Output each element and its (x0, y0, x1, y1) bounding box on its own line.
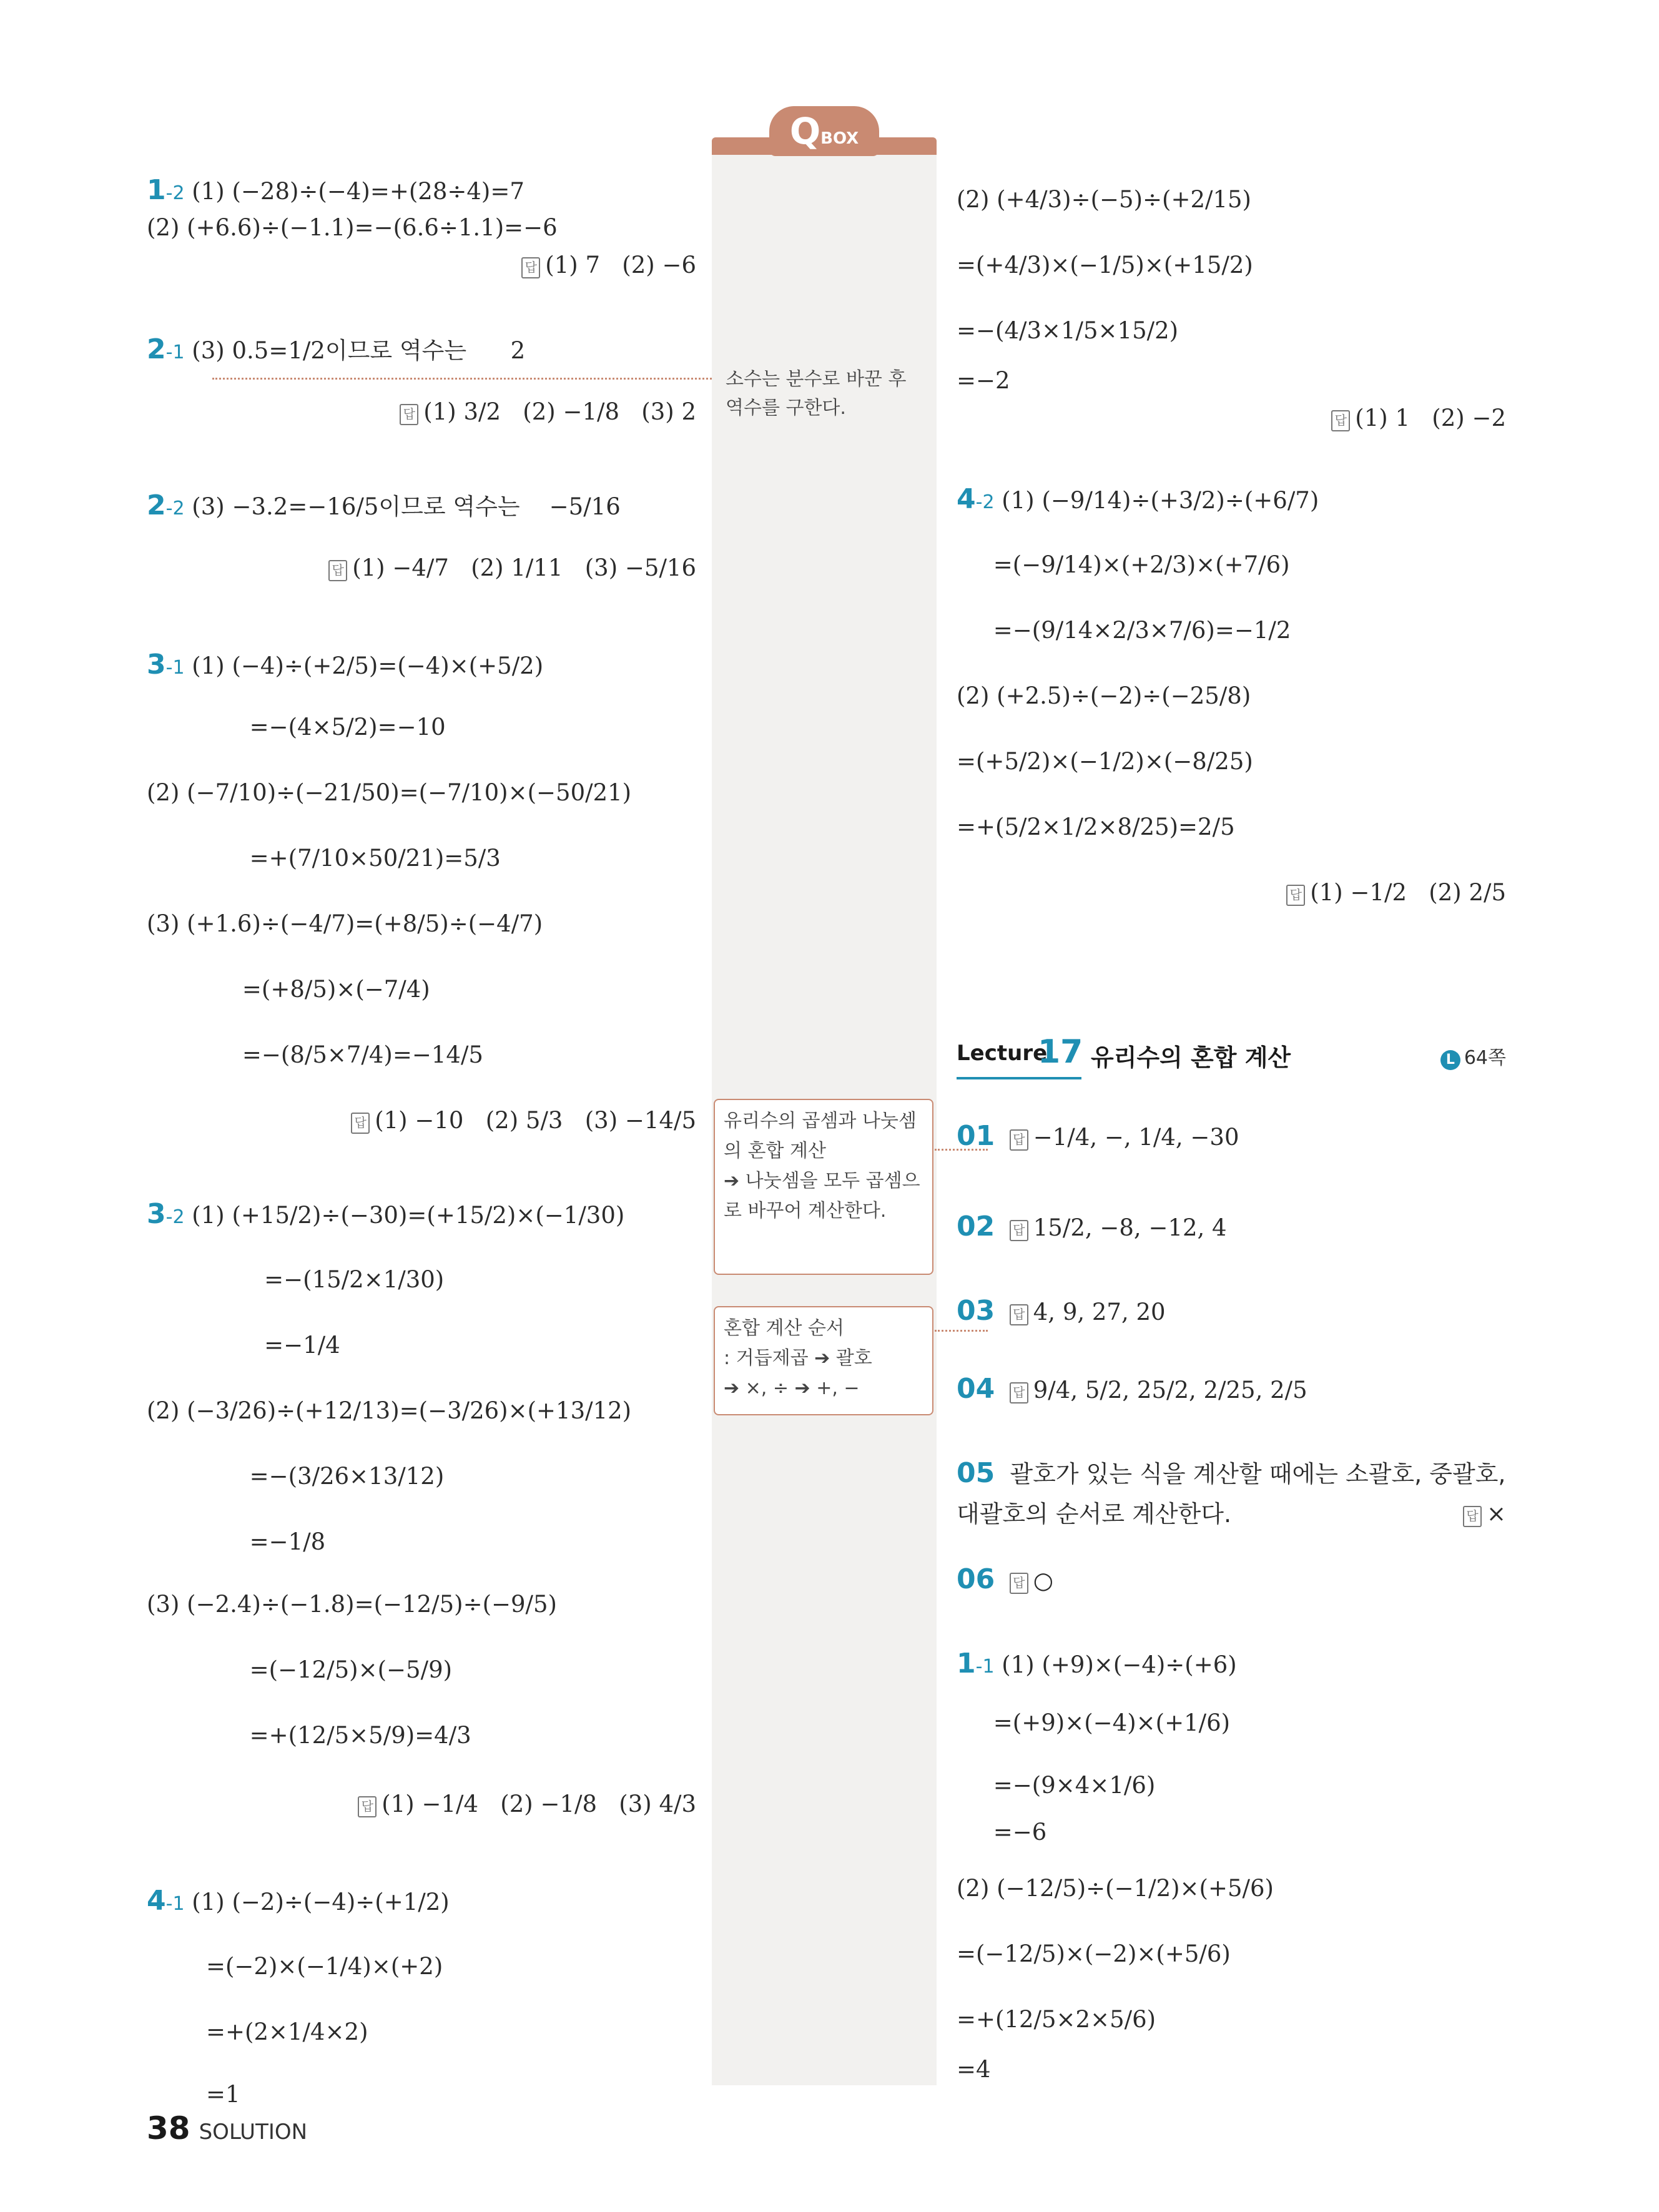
line-r9: =(+5/2)×(−1/2)×(−8/25) (957, 748, 1253, 775)
line-3-2e: =−(3/26×13/12) (147, 1463, 445, 1490)
note-decimal: 소수는 분수로 바꾼 후 역수를 구한다. (726, 368, 907, 419)
lecture-underline (957, 1077, 1081, 1079)
lecture-page-ref: L 64쪽 (1440, 1042, 1506, 1070)
line-2-2a: 2-2 (3) −3.2=−16/5이므로 역수는 −5/16 (147, 489, 621, 521)
answer-r2: 답 (1) 1 (2) −2 (1331, 400, 1506, 437)
question-06: 06 답 ○ (957, 1563, 1054, 1595)
note-leader-1 (212, 378, 712, 380)
qbox-box: BOX (820, 129, 859, 148)
note-mixed-calc-body: ➔ 나눗셈을 모두 곱셈으로 바꾸어 계산한다. (724, 1170, 920, 1222)
page-number: 38 (147, 2110, 190, 2146)
answer-2-1: 답 (1) 3/2 (2) −1/8 (3) 2 (400, 393, 696, 431)
lecture-label: Lecture (957, 1041, 1048, 1066)
line-1-2b: (2) (+6.6)÷(−1.1)=−(6.6÷1.1)=−6 (147, 214, 558, 241)
question-03: 03 답 4, 9, 27, 20 (957, 1295, 1166, 1327)
line-3-2b: =−(15/2×1/30) (147, 1266, 445, 1293)
lecture-ref-icon: L (1440, 1050, 1460, 1070)
line-3-1d: =+(7/10×50/21)=5/3 (147, 845, 501, 872)
line-3-1c: (2) (−7/10)÷(−21/50)=(−7/10)×(−50/21) (147, 779, 632, 806)
line-b1: 1-1 (1) (+9)×(−4)÷(+6) (957, 1648, 1237, 1679)
line-3-2f: =−1/8 (147, 1528, 326, 1555)
answer-3-2: 답 (1) −1/4 (2) −1/8 (3) 4/3 (358, 1786, 696, 1823)
line-r8: (2) (+2.5)÷(−2)÷(−25/8) (957, 682, 1251, 709)
line-4-1b: =(−2)×(−1/4)×(+2) (206, 1953, 443, 1980)
lecture-header (957, 1033, 1506, 1083)
note-mixed-calc-title: 유리수의 곱셈과 나눗셈의 혼합 계산 (724, 1110, 917, 1162)
lecture-title: 유리수의 혼합 계산 (1091, 1044, 1291, 1071)
line-r3: =−(4/3×1/5×15/2) (957, 317, 1179, 344)
note-mixed-calc (714, 1099, 933, 1275)
footer-label: SOLUTION (199, 2120, 308, 2145)
line-b6: =(−12/5)×(−2)×(+5/6) (957, 1940, 1231, 1967)
question-02: 02 답 15/2, −8, −12, 4 (957, 1211, 1227, 1242)
note-order-line1: : 거듭제곱 ➔ 괄호 (724, 1347, 872, 1369)
line-b4: =−6 (957, 1819, 1047, 1846)
note-order (714, 1306, 933, 1415)
line-3-1f: =(+8/5)×(−7/4) (147, 976, 430, 1003)
question-05: 05 괄호가 있는 식을 계산할 때에는 소괄호, 중괄호, (957, 1457, 1506, 1489)
line-3-2d: (2) (−3/26)÷(+12/13)=(−3/26)×(+13/12) (147, 1397, 632, 1424)
line-3-1b: =−(4×5/2)=−10 (147, 714, 446, 740)
line-r10: =+(5/2×1/2×8/25)=2/5 (957, 814, 1235, 840)
line-b8: =4 (957, 2056, 991, 2083)
line-3-2g: (3) (−2.4)÷(−1.8)=(−12/5)÷(−9/5) (147, 1591, 557, 1618)
line-r4: =−2 (957, 367, 1010, 394)
line-3-1e: (3) (+1.6)÷(−4/7)=(+8/5)÷(−4/7) (147, 910, 543, 937)
line-3-1g: =−(8/5×7/4)=−14/5 (147, 1041, 483, 1068)
line-r2: =(+4/3)×(−1/5)×(+15/2) (957, 252, 1253, 278)
answer-3-1: 답 (1) −10 (2) 5/3 (3) −14/5 (351, 1102, 696, 1139)
question-01: 01 답 −1/4, −, 1/4, −30 (957, 1120, 1239, 1152)
qbox-badge (769, 106, 879, 156)
line-r1: (2) (+4/3)÷(−5)÷(+2/15) (957, 186, 1251, 213)
line-r5: 4-2 (1) (−9/14)÷(+3/2)÷(+6/7) (957, 483, 1319, 515)
line-b7: =+(12/5×2×5/6) (957, 2006, 1156, 2033)
line-4-1a: 4-1 (1) (−2)÷(−4)÷(+1/2) (147, 1885, 450, 1917)
answer-05: 답 × (1436, 1495, 1506, 1533)
line-4-1d: =1 (206, 2081, 240, 2108)
answer-1-2: 답 (1) 7 (2) −6 (521, 247, 696, 284)
line-b3: =−(9×4×1/6) (957, 1772, 1156, 1799)
answer-2-2: 답 (1) −4/7 (2) 1/11 (3) −5/16 (328, 549, 696, 587)
line-2-1a: 2-1 (3) 0.5=1/2이므로 역수는 2 (147, 333, 526, 365)
note-order-line2: ➔ ×, ÷ ➔ +, − (724, 1377, 860, 1399)
note-order-title: 혼합 계산 순서 (724, 1317, 844, 1339)
line-b5: (2) (−12/5)÷(−1/2)×(+5/6) (957, 1875, 1274, 1902)
qbox-q: Q (789, 110, 821, 152)
line-3-2c: =−1/4 (147, 1332, 340, 1359)
question-05-cont: 대괄호의 순서로 계산한다. (957, 1500, 1232, 1528)
lecture-number: 17 (1038, 1033, 1083, 1071)
line-r6: =(−9/14)×(+2/3)×(+7/6) (957, 551, 1290, 578)
page-footer (147, 2110, 307, 2146)
answer-r4-2: 답 (1) −1/2 (2) 2/5 (1286, 874, 1506, 912)
line-4-1c: =+(2×1/4×2) (206, 2018, 368, 2045)
line-1-2a: 1-2 (1) (−28)÷(−4)=+(28÷4)=7 (147, 174, 524, 206)
question-04: 04 답 9/4, 5/2, 25/2, 2/25, 2/5 (957, 1373, 1307, 1405)
line-3-1a: 3-1 (1) (−4)÷(+2/5)=(−4)×(+5/2) (147, 649, 544, 681)
line-r7: =−(9/14×2/3×7/6)=−1/2 (957, 617, 1291, 644)
line-3-2h: =(−12/5)×(−5/9) (147, 1656, 453, 1683)
line-3-2i: =+(12/5×5/9)=4/3 (147, 1722, 471, 1749)
line-3-2a: 3-2 (1) (+15/2)÷(−30)=(+15/2)×(−1/30) (147, 1198, 625, 1230)
line-b2: =(+9)×(−4)×(+1/6) (957, 1709, 1231, 1736)
